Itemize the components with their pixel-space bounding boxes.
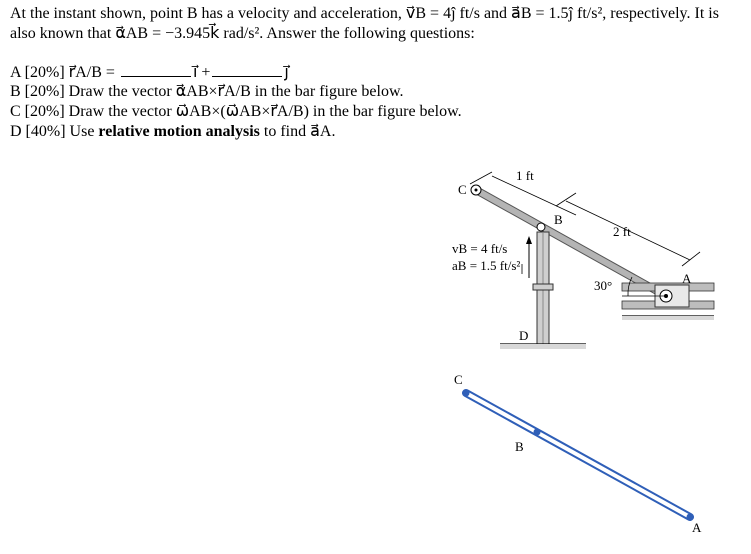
bar-figure xyxy=(463,390,694,521)
ab-label: aB = 1.5 ft/s² xyxy=(452,258,521,273)
question-a-prefix: A [20%] r⃗A/B = xyxy=(10,64,119,81)
ground-d xyxy=(500,344,586,349)
label-c: C xyxy=(458,182,467,197)
pin-c xyxy=(471,185,481,195)
bar-label-b: B xyxy=(515,439,524,454)
intro-line-1: At the instant shown, point B has a velocity and acceleration, v⃗B = 4ĵ ft/s and a⃗B = 1.5ĵ ft/s², respectively. It is xyxy=(10,5,719,22)
bar-label-c: C xyxy=(454,372,463,387)
angle-label: 30° xyxy=(594,278,613,293)
unit-j: ȷ⃗ xyxy=(284,64,289,81)
vb-label: vB = 4 ft/s xyxy=(452,241,508,256)
label-b: B xyxy=(554,212,563,227)
intro-line-2: also known that α⃗AB = −3.945k⃗ rad/s². Answer the following questions: xyxy=(10,25,475,42)
question-c: C [20%] Draw the vector ω⃗AB×(ω⃗AB×r⃗A/B) in the bar figure below. xyxy=(10,103,462,120)
label-d: D xyxy=(519,328,529,343)
question-d-prefix: D [40%] Use xyxy=(10,123,99,140)
unit-i: ı⃗ + xyxy=(192,64,211,81)
dim-1ft: 1 ft xyxy=(516,168,534,183)
bar-label-a: A xyxy=(692,520,702,535)
slot-track xyxy=(622,283,714,320)
question-d-suffix: to find a⃗A. xyxy=(259,123,336,140)
dim-2ft: 2 ft xyxy=(613,224,631,239)
label-a: A xyxy=(682,271,692,286)
question-b: B [20%] Draw the vector α⃗AB×r⃗A/B in the bar figure below. xyxy=(10,83,404,100)
post-bd xyxy=(533,223,553,344)
vb-arrow xyxy=(522,236,532,278)
question-d-bold: relative motion analysis xyxy=(98,123,260,140)
